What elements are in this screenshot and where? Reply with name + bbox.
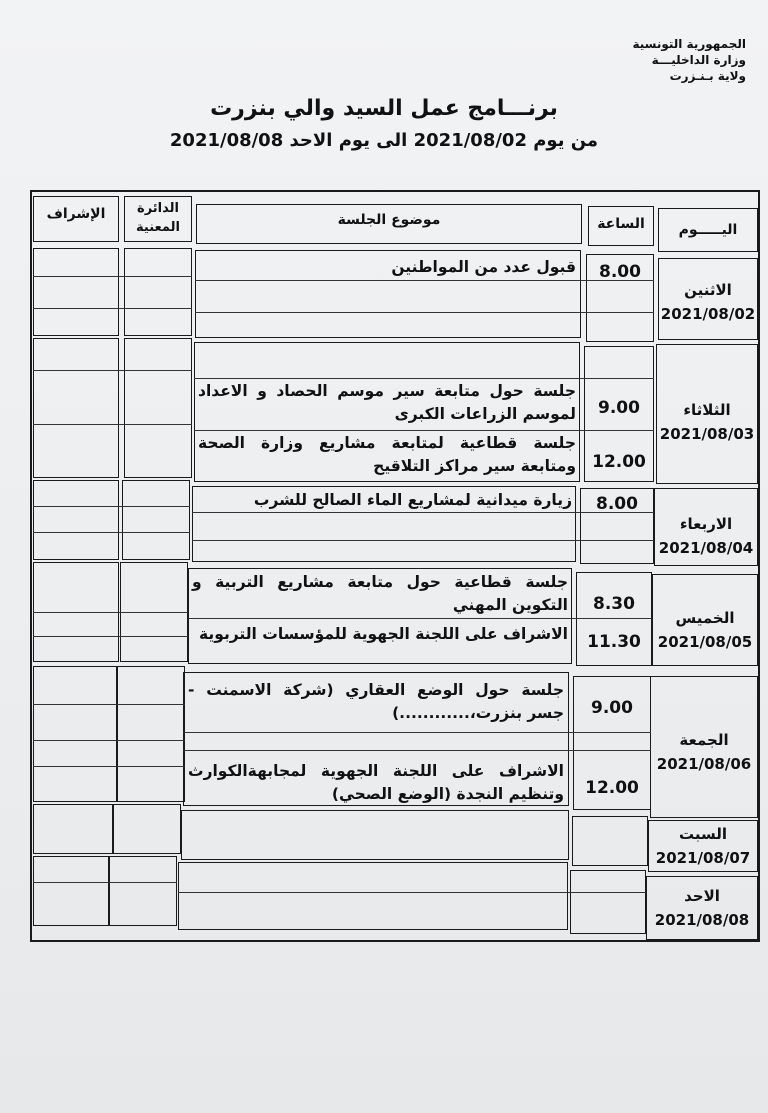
subject-cell <box>181 810 569 860</box>
time-cell <box>572 816 648 866</box>
subject-text: جلسة قطاعية حول متابعة مشاريع التربية و التكوين المهني <box>192 573 568 614</box>
supervision-cell <box>33 248 119 336</box>
row-divider <box>33 636 188 637</box>
subject-text: جلسة حول متابعة سير موسم الحصاد و الاعداد لموسم الزراعات الكبرى <box>198 382 576 423</box>
time-text: 9.00 <box>598 398 640 418</box>
supervision-cell <box>33 804 113 854</box>
row-divider <box>178 892 646 893</box>
day-date: 2021/08/03 <box>659 425 755 443</box>
row-divider <box>194 430 654 431</box>
row-divider <box>195 312 654 313</box>
day-name: الجمعة <box>679 731 729 749</box>
department-cell <box>109 856 177 926</box>
document-title: برنـــامج عمل السيد والي بنزرت <box>210 96 558 121</box>
letterhead-republic: الجمهورية التونسية <box>632 37 746 51</box>
row-divider <box>194 378 654 379</box>
row-divider <box>183 732 651 733</box>
letterhead-governorate: ولاية بـنـزرت <box>669 69 746 83</box>
department-cell <box>122 480 190 560</box>
time-text: 8.00 <box>596 494 638 514</box>
supervision-cell <box>33 856 109 926</box>
department-cell <box>113 804 181 854</box>
day-date: 2021/08/02 <box>660 305 756 323</box>
row-divider <box>33 704 185 705</box>
day-name: الاحد <box>684 887 720 905</box>
department-cell <box>117 666 185 802</box>
subject-text: جلسة قطاعية لمتابعة مشاريع وزارة الصحة ومتابعة سير مراكز التلاقيح <box>198 434 576 475</box>
day-date: 2021/08/06 <box>656 755 752 773</box>
time-text: 9.00 <box>591 698 633 718</box>
time-text: 8.30 <box>593 594 635 614</box>
time-text: 11.30 <box>587 632 641 652</box>
day-date: 2021/08/07 <box>655 849 751 867</box>
subject-text: جلسة حول الوضع العقاري (شركة الاسمنت - جسر بنزرت،............) <box>188 681 564 722</box>
subject-cell <box>178 862 568 930</box>
supervision-cell <box>33 338 119 478</box>
row-divider <box>33 506 190 507</box>
supervision-cell <box>33 666 117 802</box>
time-text: 8.00 <box>599 262 641 282</box>
subject-text: الاشراف على اللجنة الجهوية لمجابهةالكوارث وتنظيم النجدة (الوضع الصحي) <box>188 762 564 803</box>
row-divider <box>33 740 185 741</box>
letterhead <box>632 36 746 84</box>
time-cell <box>570 870 646 934</box>
day-name: السبت <box>678 825 728 843</box>
day-date: 2021/08/04 <box>658 539 754 557</box>
subject-text: الاشراف على اللجنة الجهوية للمؤسسات التربوية <box>199 625 568 643</box>
row-divider <box>33 276 192 277</box>
department-cell <box>124 248 192 336</box>
time-text: 12.00 <box>592 452 646 472</box>
row-divider <box>188 618 652 619</box>
header-time: الساعة <box>597 216 645 232</box>
day-date: 2021/08/08 <box>654 911 750 929</box>
row-divider <box>33 370 192 371</box>
day-name: الاربعاء <box>679 515 733 533</box>
header-day: اليـــــوم <box>678 222 738 238</box>
letterhead-ministry: وزارة الداخليـــة <box>651 53 746 67</box>
row-divider <box>33 766 185 767</box>
subject-text: زيارة ميدانية لمشاريع الماء الصالح للشرب <box>253 491 572 509</box>
day-name: الخميس <box>675 609 735 627</box>
day-name: الاثنين <box>684 281 732 299</box>
row-divider <box>183 750 651 751</box>
day-date: 2021/08/05 <box>657 633 753 651</box>
row-divider <box>33 308 192 309</box>
row-divider <box>33 882 177 883</box>
department-cell <box>124 338 192 478</box>
day-name: الثلاثاء <box>683 401 731 419</box>
document-subtitle: من يوم 2021/08/02 الى يوم الاحد 2021/08/08 <box>169 130 599 151</box>
header-subject: موضوع الجلسة <box>337 212 441 228</box>
row-divider <box>33 612 188 613</box>
subject-text: قبول عدد من المواطنين <box>391 258 576 276</box>
header-supervision: الإشراف <box>46 206 106 222</box>
row-divider <box>33 424 192 425</box>
row-divider <box>192 540 654 541</box>
row-divider <box>33 532 190 533</box>
time-text: 12.00 <box>585 778 639 798</box>
supervision-cell <box>33 480 119 560</box>
header-department: الدائرة المعنية <box>136 201 180 235</box>
